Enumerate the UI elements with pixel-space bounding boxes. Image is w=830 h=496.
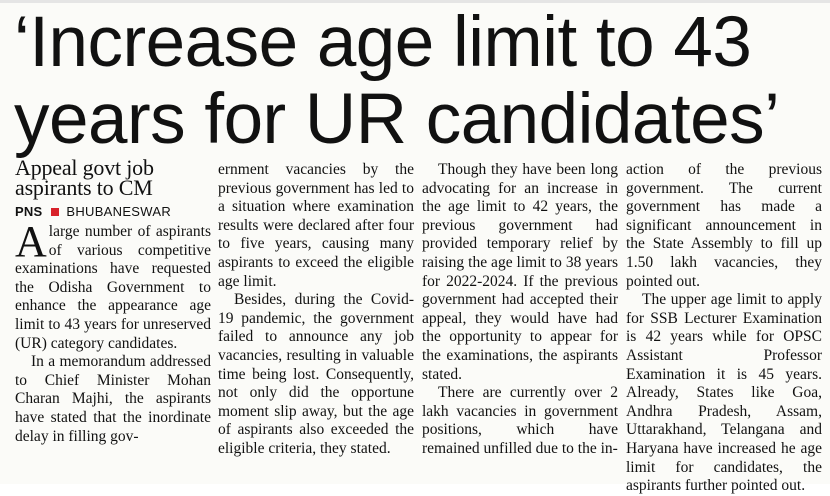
lead-paragraph-text: large number of aspirants of various competitive examinations have requested the Odisha Government to enhance the appearance age limit to 43 years for unreserved (UR) category candidates. xyxy=(15,223,211,352)
paragraph-vacancies: There are currently over 2 lakh vacancies in government positions, which have remained unfilled due to the in- xyxy=(422,384,618,457)
byline-agency: PNS xyxy=(15,204,43,219)
subheadline-line-2: aspirants to CM xyxy=(15,175,153,200)
paragraph-upper-age-limit: The upper age limit to apply for SSB Lecturer Examination is 42 years while for OPSC Assistant Professor Examination it is 45 years. Already, States like Goa, Andhra Pradesh, Assam, Uttarakhand, Telangana and Haryana have increased he age limit for candidates, the aspirants further pointed out. xyxy=(626,291,822,495)
paragraph-age-limit-demand: Though they have been long advocating for an increase in the age limit to 42 years, the previous government had provided temporary relief by raising the age limit to 38 years for 2022-2024. If the previous government had accepted their appeal, they would have had the opportunity to appear for the examinations, the aspirants stated. xyxy=(422,161,618,383)
drop-cap: A xyxy=(15,217,47,266)
article-column-4 xyxy=(626,161,822,495)
subheadline xyxy=(15,155,211,200)
byline-square-icon xyxy=(51,208,59,216)
byline-dateline: BHUBANESWAR xyxy=(66,204,172,219)
subheadline-line-1: Appeal govt job xyxy=(15,155,154,180)
headline-line-2: years for UR candidates’ xyxy=(14,80,780,159)
article-column-3 xyxy=(422,161,618,487)
paragraph-memorandum: In a memorandum addressed to Chief Minister Mohan Charan Majhi, the aspirants have stated that the inordinate delay in filling gov- xyxy=(15,353,211,445)
headline xyxy=(14,4,826,158)
article-column-2 xyxy=(218,161,414,487)
paragraph-covid: Besides, during the Covid-19 pandemic, the government failed to announce any job vacancies, resulting in valuable time being lost. Consequently, not only did the opportune moment slip away, but the age of aspirants also exceeded the eligible criteria, they stated. xyxy=(218,291,414,457)
headline-line-1: ‘Increase age limit to 43 xyxy=(14,3,752,82)
lead-paragraph xyxy=(15,217,211,353)
article-column-1 xyxy=(15,155,211,484)
paragraph-memorandum-continued: ernment vacancies by the previous government has led to a situation where examination results were declared after four to five years, causing many aspirants to exceed the eligible age limit. xyxy=(218,161,414,290)
paragraph-vacancies-continued: action of the previous government. The current government has made a significant announcement in the State Assembly to fill up 1.50 lakh vacancies, they pointed out. xyxy=(626,161,822,290)
